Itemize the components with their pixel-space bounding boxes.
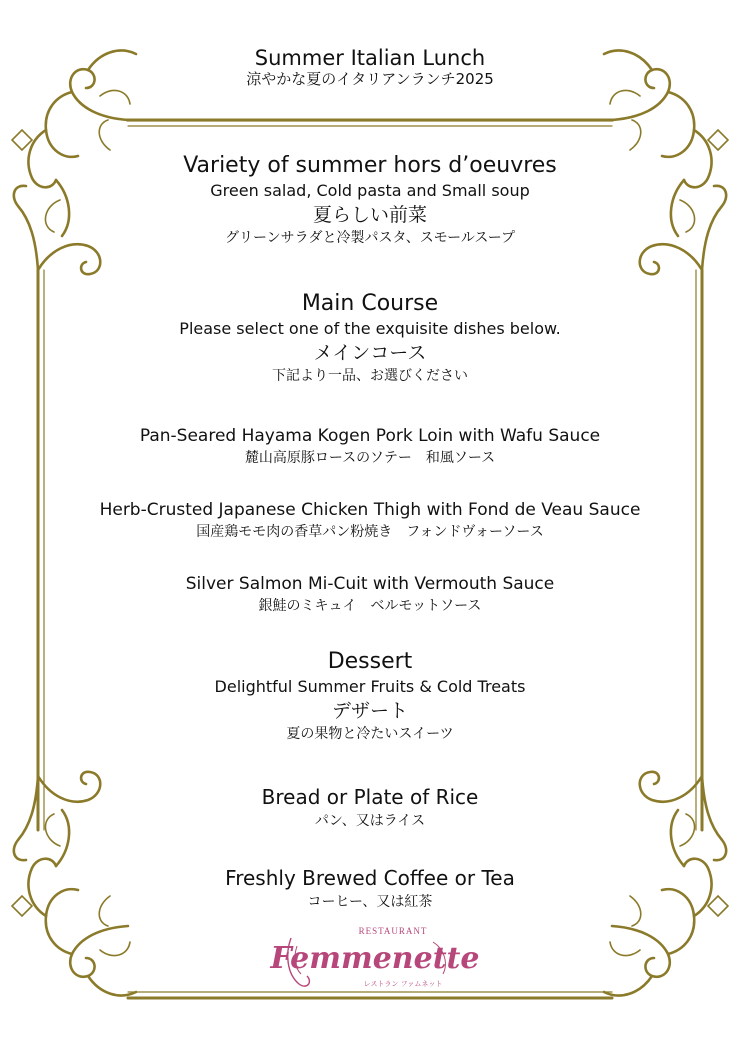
logo-small-bottom: レストラン ファムネット	[363, 980, 443, 988]
dish-2-jp: 国産鶏モモ肉の香草パン粉焼き フォンドヴォーソース	[196, 524, 544, 540]
hors-title-jp: 夏らしい前菜	[312, 204, 427, 226]
main-dish-3	[40, 572, 700, 616]
dish-1-jp: 麓山高原豚ロースのソテー 和風ソース	[244, 450, 496, 466]
main-sub-jp: 下記より一品、お選びください	[272, 368, 468, 384]
main-title-en: Main Course	[301, 291, 439, 316]
restaurant-logo	[270, 918, 480, 994]
coffee-title-en: Freshly Brewed Coffee or Tea	[225, 866, 515, 890]
section-main-course	[40, 290, 700, 386]
dessert-sub-en: Delightful Summer Fruits & Cold Treats	[214, 677, 526, 696]
section-dessert	[40, 648, 700, 744]
menu-title-jp: 涼やかな夏のイタリアンランチ2025	[246, 70, 494, 88]
dish-3-en: Silver Salmon Mi-Cuit with Vermouth Sauce	[185, 574, 555, 594]
menu-title-en: Summer Italian Lunch	[254, 46, 486, 70]
logo-small-top: RESTAURANT	[358, 926, 428, 936]
section-coffee-tea	[40, 864, 700, 912]
main-title-jp: メインコース	[313, 342, 427, 364]
main-dish-2	[40, 498, 700, 542]
hors-sub-jp: グリーンサラダと冷製パスタ、スモールスープ	[224, 230, 516, 246]
main-dish-1	[40, 424, 700, 468]
dish-3-jp: 銀鮭のミキュイ ベルモットソース	[258, 598, 482, 614]
dessert-title-en: Dessert	[327, 649, 413, 674]
dessert-title-jp: デザート	[331, 700, 408, 722]
main-sub-en: Please select one of the exquisite dishes below.	[179, 319, 561, 338]
dish-1-en: Pan-Seared Hayama Kogen Pork Loin with Wafu Sauce	[139, 426, 601, 446]
dish-2-en: Herb-Crusted Japanese Chicken Thigh with Fond de Veau Sauce	[99, 500, 641, 520]
section-hors-doeuvres	[40, 152, 700, 248]
hors-title-en: Variety of summer hors d’oeuvres	[183, 153, 557, 178]
section-bread-rice	[40, 783, 700, 831]
coffee-sub-jp: コーヒー、又は紅茶	[307, 894, 433, 910]
hors-sub-en: Green salad, Cold pasta and Small soup	[210, 181, 530, 200]
dessert-sub-jp: 夏の果物と冷たいスイーツ	[286, 726, 454, 742]
menu-content	[40, 0, 700, 1046]
logo-name: Femmenette	[270, 941, 480, 976]
bread-sub-jp: パン、又はライス	[314, 813, 426, 829]
bread-title-en: Bread or Plate of Rice	[261, 785, 479, 809]
